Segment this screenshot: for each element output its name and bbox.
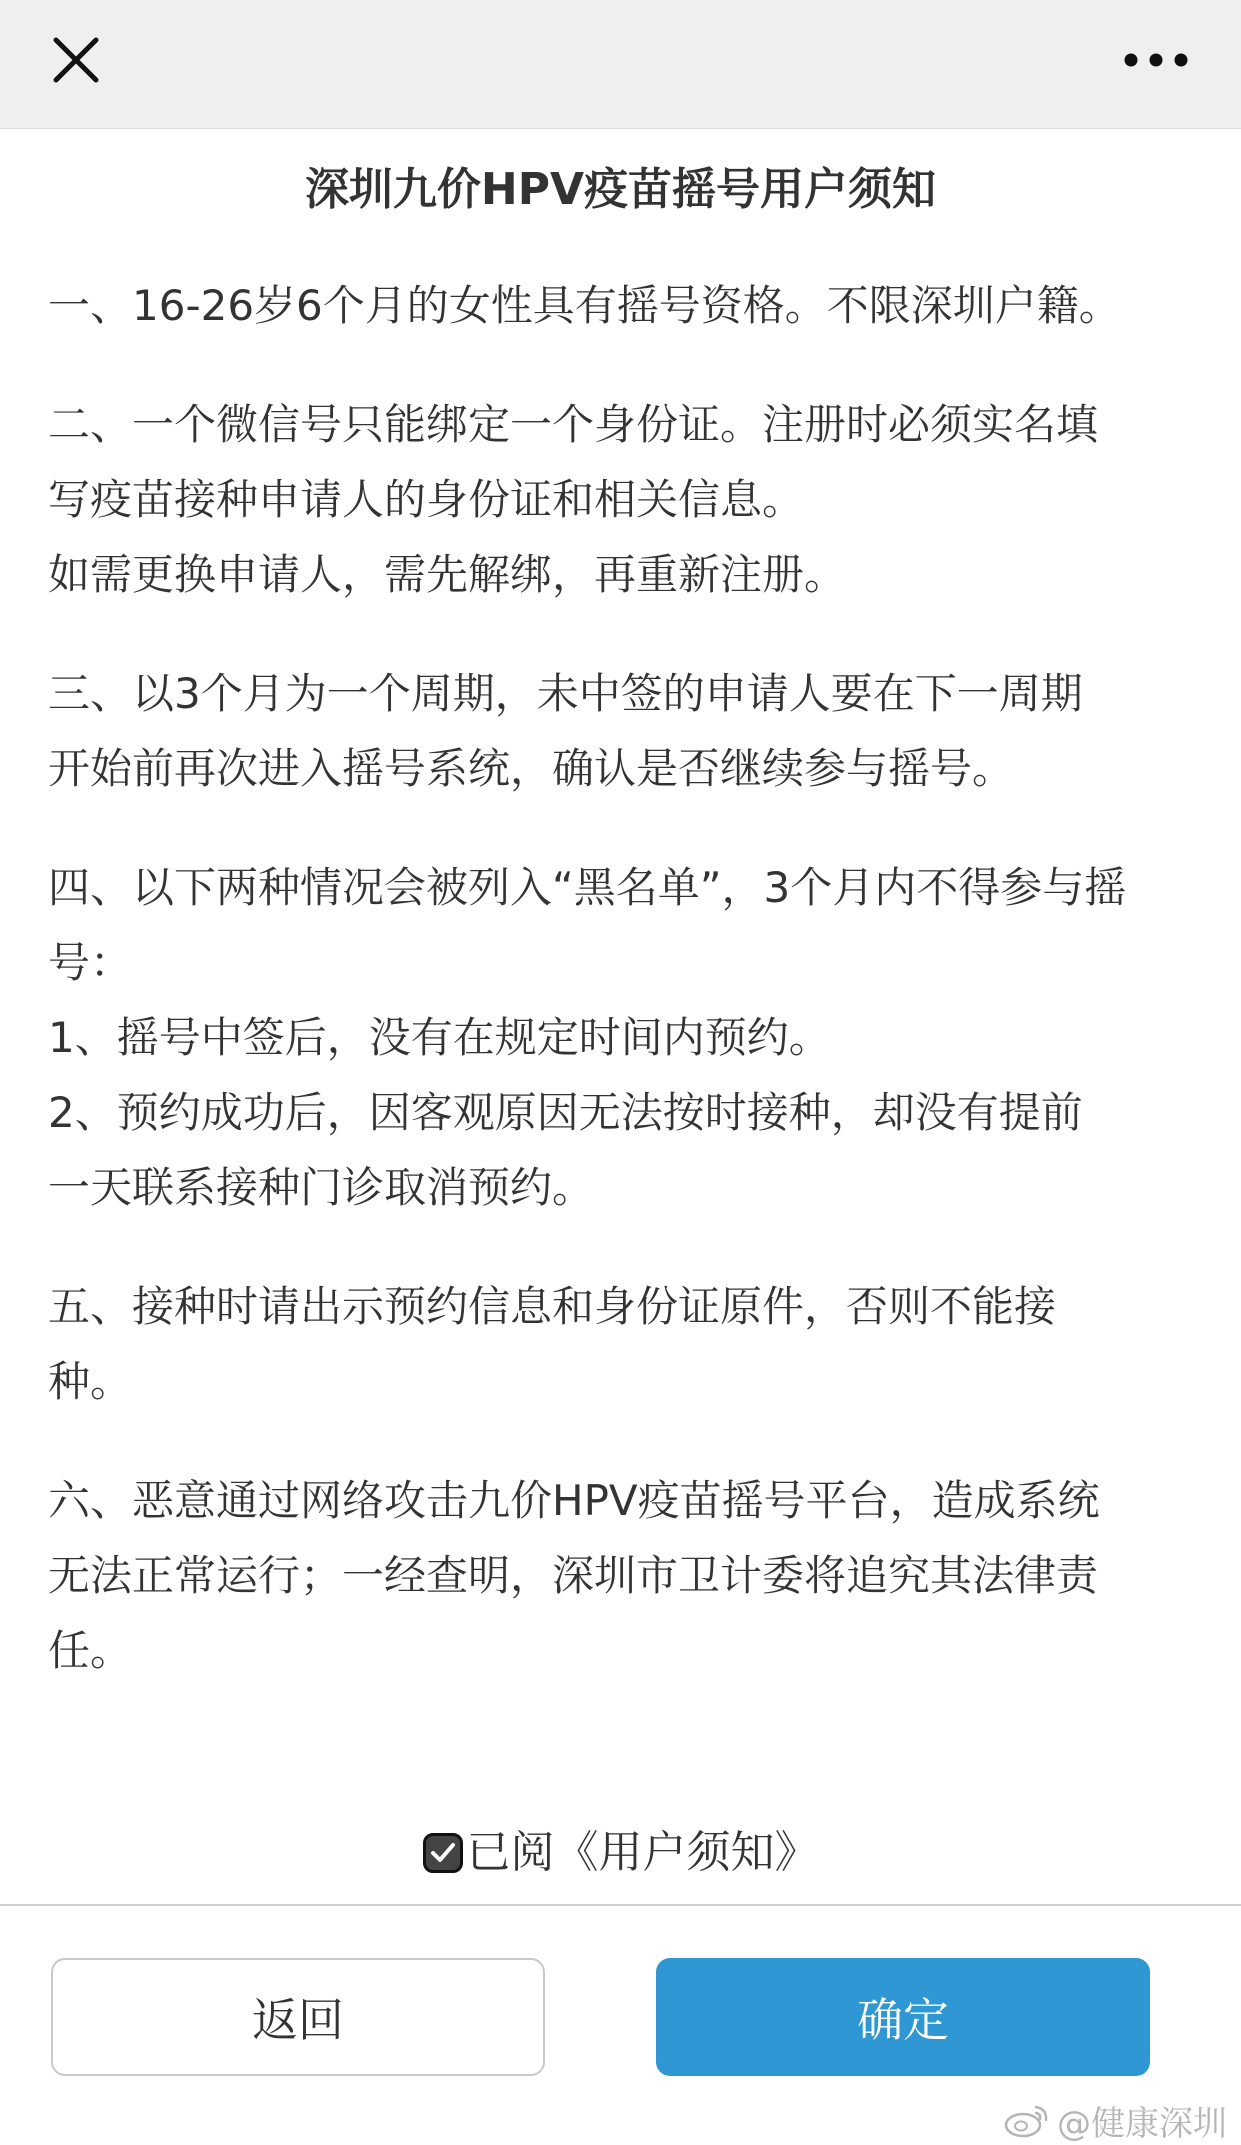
weibo-icon bbox=[1003, 2101, 1051, 2139]
more-dots-icon bbox=[1121, 50, 1191, 70]
checkmark-icon bbox=[428, 1838, 458, 1868]
notice-line: 2、预约成功后，因客观原因无法按时接种，却没有提前 bbox=[48, 1088, 1083, 1137]
notice-line: 四、以下两种情况会被列入“黑名单”，3个月内不得参与摇 bbox=[48, 863, 1127, 912]
close-button[interactable] bbox=[40, 24, 112, 96]
close-icon bbox=[50, 34, 102, 86]
watermark bbox=[1003, 2098, 1227, 2142]
notice-line: 写疫苗接种申请人的身份证和相关信息。 bbox=[48, 475, 805, 524]
notice-section-5 bbox=[48, 1269, 1198, 1419]
notice-line: 无法正常运行；一经查明，深圳市卫计委将追究其法律责 bbox=[48, 1551, 1099, 1600]
notice-section-4 bbox=[48, 850, 1198, 1225]
notice-line: 六、恶意通过网络攻击九价HPV疫苗摇号平台，造成系统 bbox=[48, 1476, 1100, 1525]
notice-line: 号： bbox=[48, 938, 133, 987]
more-options-button[interactable] bbox=[1111, 24, 1201, 96]
notice-section-1 bbox=[48, 268, 1198, 343]
agreement-checkbox[interactable] bbox=[423, 1833, 463, 1873]
notice-line: 二、一个微信号只能绑定一个身份证。注册时必须实名填 bbox=[48, 400, 1099, 449]
back-button[interactable]: 返回 bbox=[51, 1958, 545, 2076]
notice-section-3 bbox=[48, 656, 1198, 806]
bottom-divider bbox=[0, 1904, 1241, 1906]
agreement-label[interactable]: 已阅《用户须知》 bbox=[466, 1827, 819, 1878]
page-title: 深圳九价HPV疫苗摇号用户须知 bbox=[304, 164, 937, 215]
notice-line: 1、摇号中签后，没有在规定时间内预约。 bbox=[48, 1013, 831, 1062]
notice-line: 任。 bbox=[48, 1626, 133, 1675]
notice-section-6 bbox=[48, 1463, 1198, 1688]
notice-section-2 bbox=[48, 387, 1198, 612]
notice-line: 开始前再次进入摇号系统，确认是否继续参与摇号。 bbox=[48, 744, 1015, 793]
notice-line: 种。 bbox=[48, 1357, 133, 1406]
notice-line: 一、16-26岁6个月的女性具有摇号资格。不限深圳户籍。 bbox=[48, 281, 1121, 330]
watermark-text: @健康深圳 bbox=[1057, 2103, 1227, 2144]
notice-line: 一天联系接种门诊取消预约。 bbox=[48, 1163, 595, 1212]
agreement-row[interactable] bbox=[0, 1818, 1241, 1888]
notice-line: 如需更换申请人，需先解绑，再重新注册。 bbox=[48, 550, 847, 599]
confirm-button[interactable]: 确定 bbox=[656, 1958, 1150, 2076]
notice-line: 五、接种时请出示预约信息和身份证原件，否则不能接 bbox=[48, 1282, 1057, 1331]
notice-line: 三、以3个月为一个周期，未中签的申请人要在下一周期 bbox=[48, 669, 1083, 718]
top-navbar bbox=[0, 0, 1241, 129]
notice-content[interactable] bbox=[48, 268, 1198, 1675]
